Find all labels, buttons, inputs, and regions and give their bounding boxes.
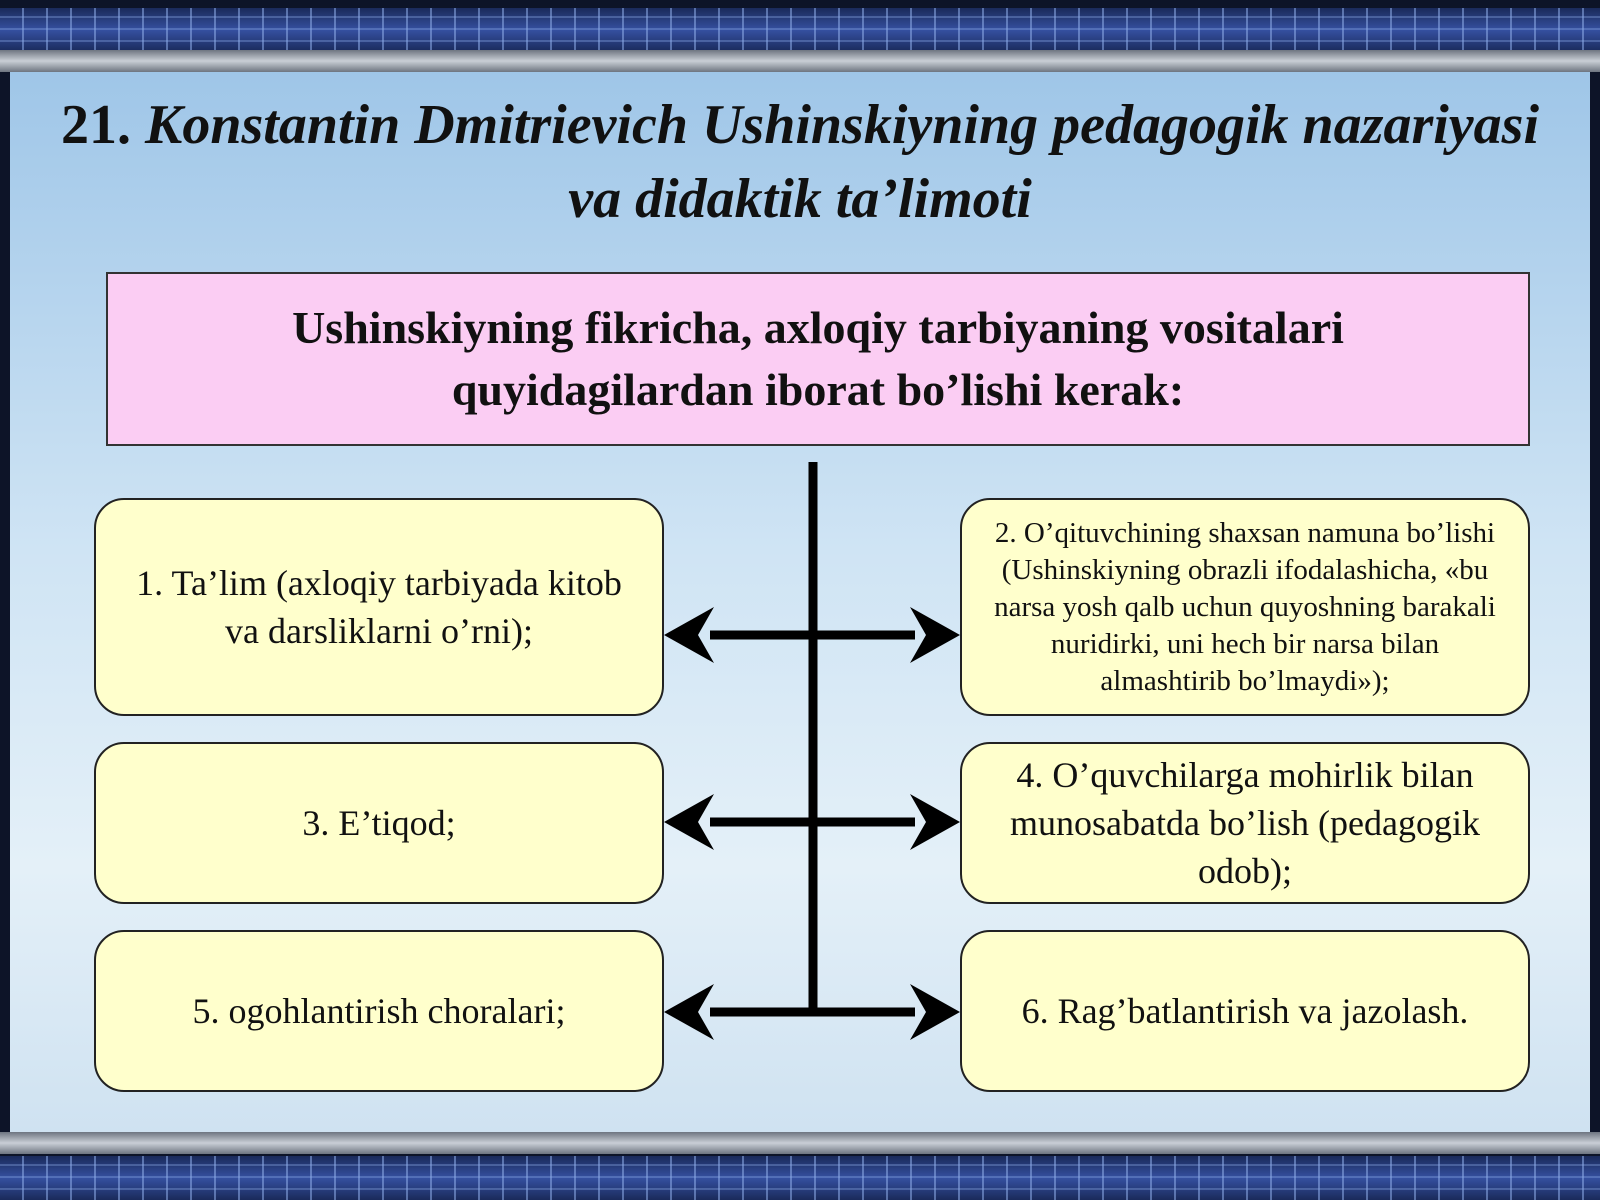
node-4 xyxy=(960,742,1530,904)
arrow-left-row-1 xyxy=(664,607,714,663)
title-text: Konstantin Dmitrievich Ushinskiyning pedagogik nazariyasi va didaktik ta’limoti xyxy=(144,94,1540,230)
title-number: 21. xyxy=(60,94,131,156)
node-6 xyxy=(960,930,1530,1092)
node-2-text: 2. O’qituvchining shaxsan namuna bo’lishi (Ushinskiyning obrazli ifodalashicha, «bu narsa yosh qalb uchun quyoshning barakali nuridirki, uni hech bir narsa bilan almashtirib bo’lmaydi»); xyxy=(994,516,1496,697)
node-1-text: 1. Ta’lim (axloqiy tarbiyada kitob va darsliklarni o’rni); xyxy=(136,563,622,651)
arrow-right-row-2 xyxy=(910,794,960,850)
node-6-text: 6. Rag’batlantirish va jazolash. xyxy=(1021,991,1469,1031)
node-1 xyxy=(94,498,664,716)
node-2 xyxy=(960,498,1530,716)
arrow-left-row-3 xyxy=(664,984,714,1040)
node-5-text: 5. ogohlantirish choralari; xyxy=(192,991,566,1031)
arrow-right-row-3 xyxy=(910,984,960,1040)
node-4-text: 4. O’quvchilarga mohirlik bilan munosabatda bo’lish (pedagogik odob); xyxy=(1010,755,1480,891)
node-5 xyxy=(94,930,664,1092)
arrow-left-row-2 xyxy=(664,794,714,850)
node-3 xyxy=(94,742,664,904)
arrow-right-row-1 xyxy=(910,607,960,663)
heading-text: Ushinskiyning fikricha, axloqiy tarbiyaning vositalari quyidagilardan iborat bo’lishi kerak: xyxy=(292,302,1344,415)
node-3-text: 3. E’tiqod; xyxy=(302,803,456,843)
